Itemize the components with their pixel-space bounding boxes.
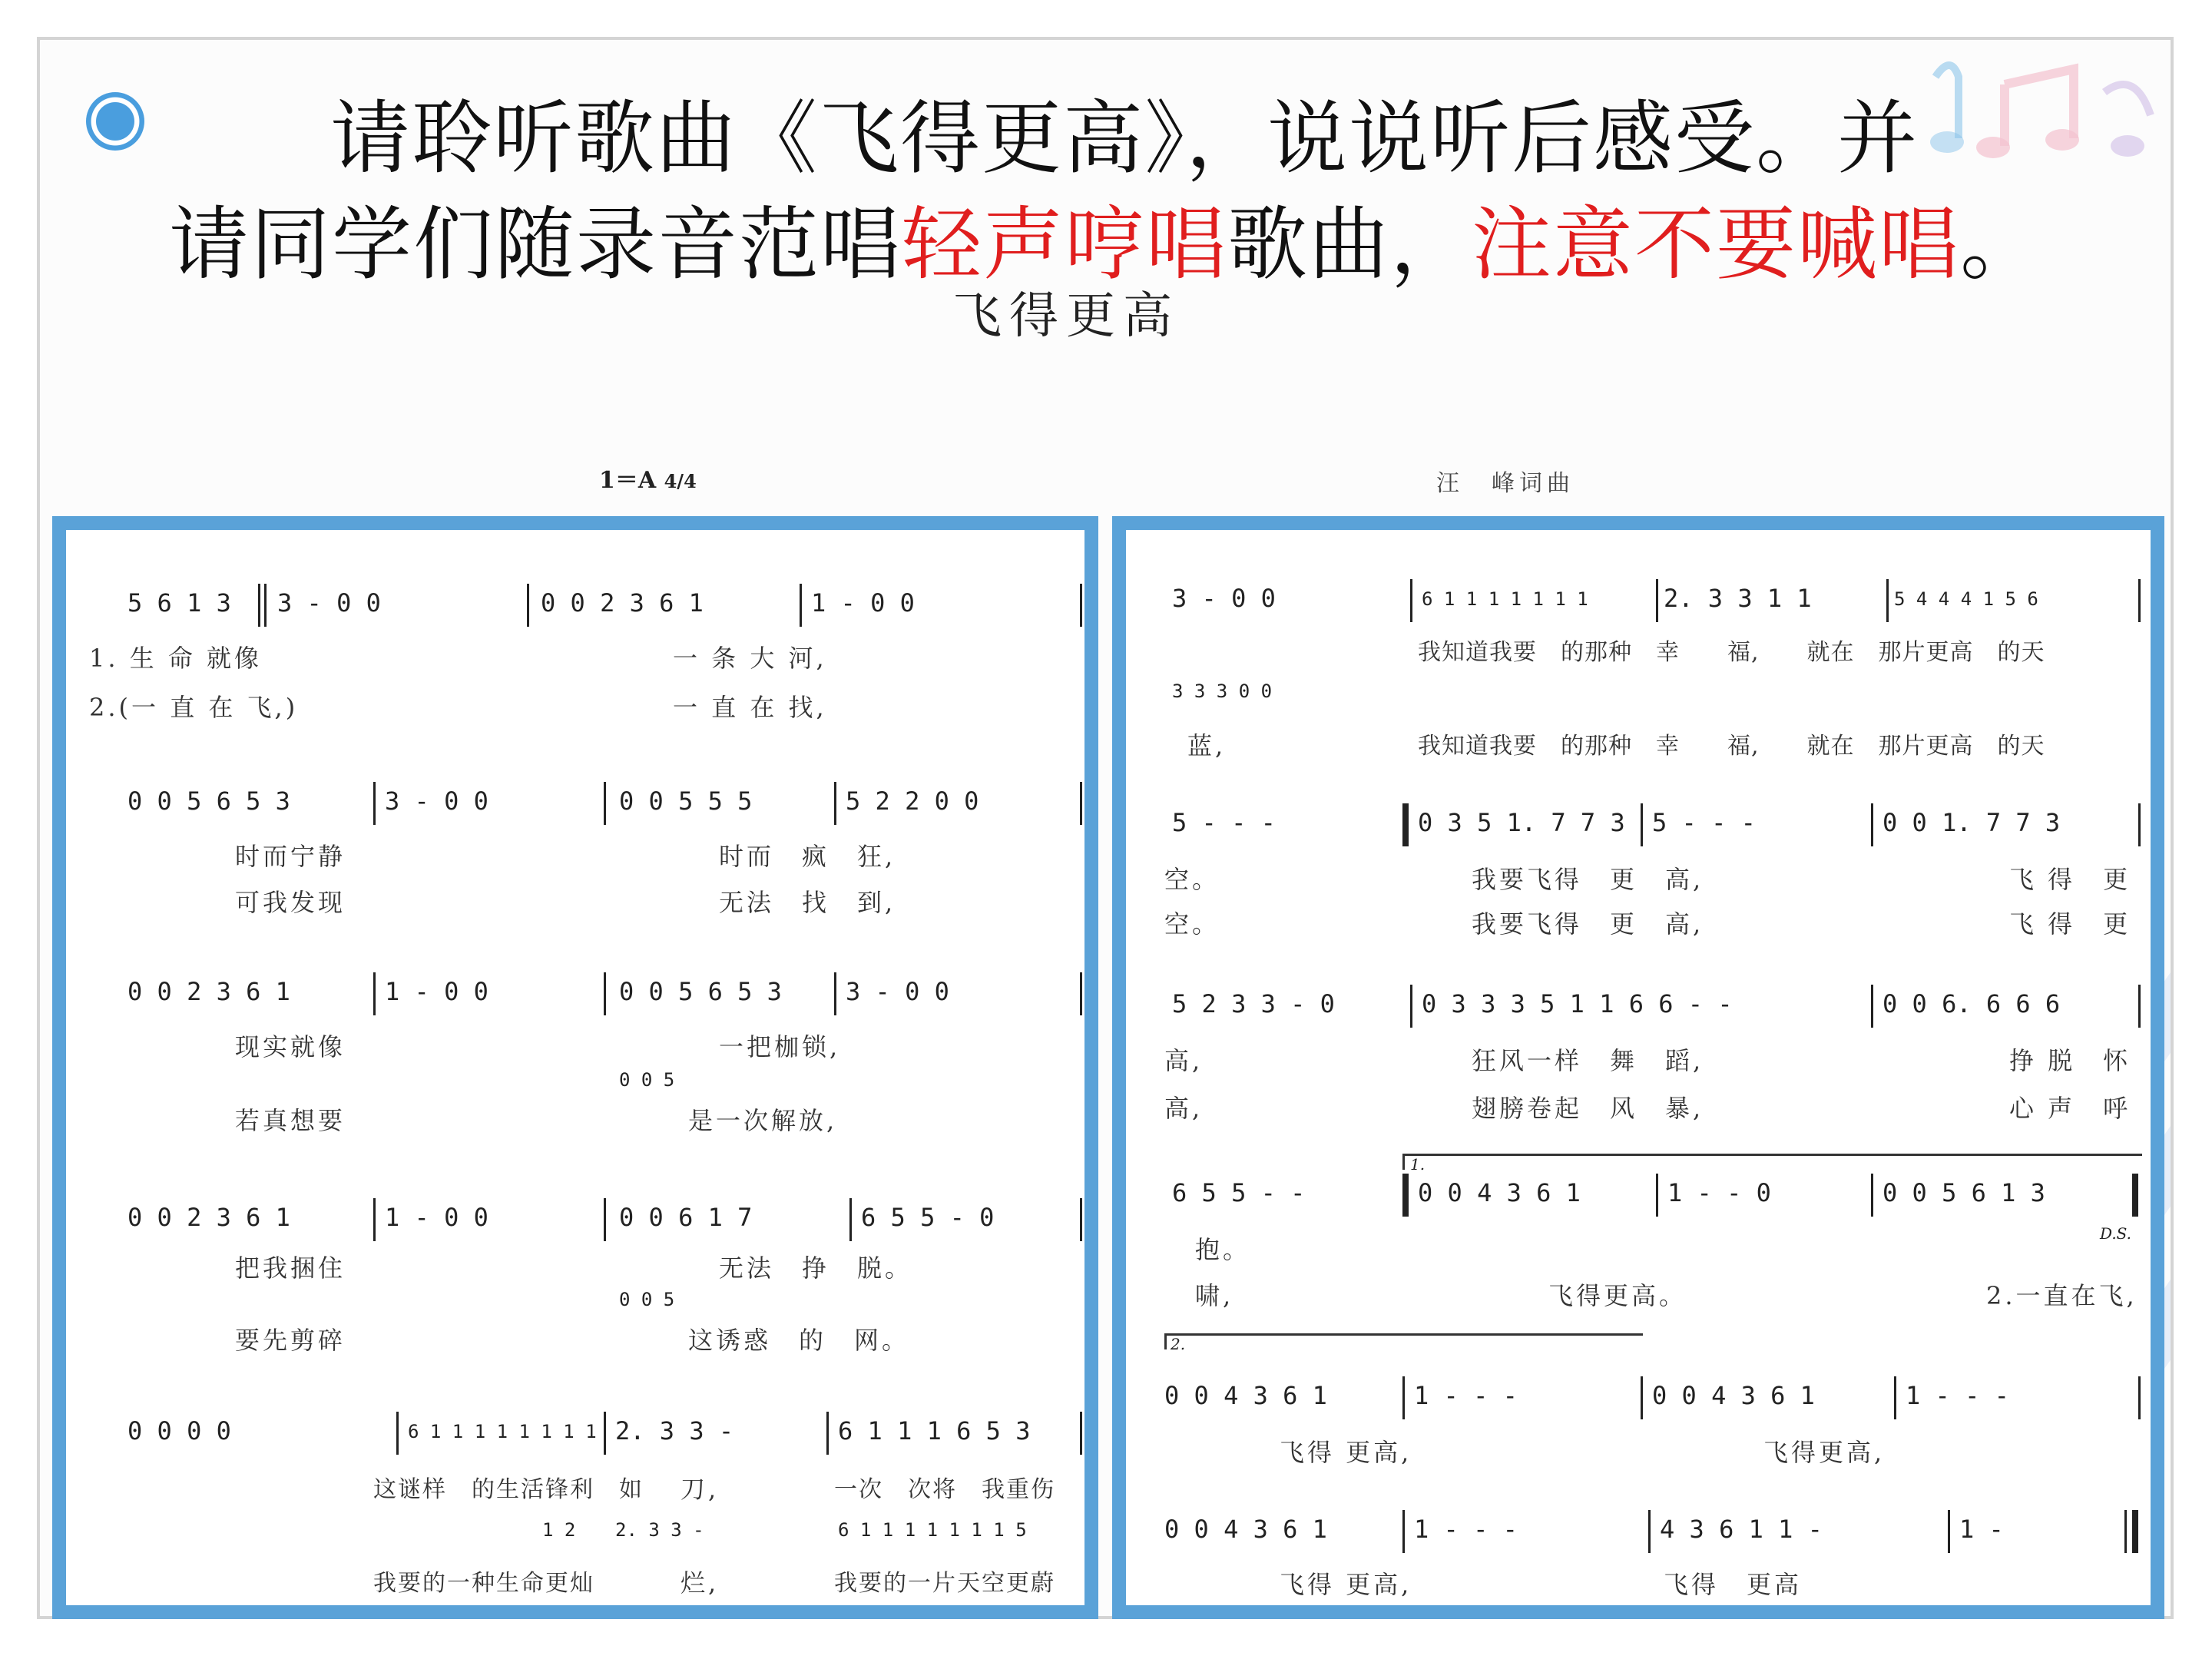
lyric: 现实就像: [235, 1032, 346, 1061]
notes: 3 - 0 0: [277, 588, 381, 618]
notes: 1 -: [1959, 1515, 2004, 1544]
notes: 0 0 6 1 7: [619, 1203, 753, 1232]
notes-alt: 3 3 3 0 0: [1172, 680, 1273, 702]
notes: 0 0 4 3 6 1: [1652, 1381, 1815, 1410]
notes: 2. 3 3 -: [615, 1416, 734, 1445]
lyric: 1. 生 命 就像: [89, 644, 263, 673]
barline: [373, 782, 376, 825]
music-notes-decoration: [1905, 46, 2166, 169]
lyric: 我要飞得 更 高,: [1472, 865, 1704, 894]
highlight-soft-humming: 轻声哼唱: [902, 197, 1228, 291]
barline: [1080, 1198, 1082, 1241]
notes: 3 - 0 0: [1172, 584, 1276, 613]
repeat-barline: [1402, 803, 1409, 846]
instruction-line-1: 请聆听歌曲《飞得更高》，说说听后感受。并: [330, 91, 1919, 185]
lyric: 我要的一片天空更蔚: [834, 1570, 1055, 1597]
lyric: 要先剪碎: [235, 1326, 346, 1355]
volta-bracket-2: [1164, 1333, 1643, 1349]
barline: [1871, 803, 1873, 846]
barline: [834, 972, 836, 1015]
score-panel-left: [52, 516, 1098, 1619]
barline: [1402, 1376, 1405, 1419]
notes: 0 0 0 0: [127, 1416, 231, 1445]
lyric: 抱。: [1195, 1235, 1251, 1264]
notes: 5 2 2 0 0: [846, 786, 979, 816]
notes: 5 2 3 3 - 0: [1172, 989, 1335, 1018]
barline: [1402, 1510, 1405, 1553]
lyric: 我知道我要 的那种 幸 福, 就在 那片更高 的天: [1418, 733, 2045, 760]
highlight-no-shouting: 注意不要喊唱: [1472, 197, 1961, 291]
lyric: 无法 挣 脱。: [719, 1253, 913, 1283]
notes: 0 0 5 5 5: [619, 786, 753, 816]
notes-alt: 0 0 5: [619, 1289, 675, 1310]
ds-marker: D.S.: [2100, 1224, 2132, 1243]
volta-label-1: 1.: [1410, 1155, 1426, 1174]
lyric: 这诱惑 的 网。: [688, 1326, 910, 1355]
barline: [2138, 579, 2141, 622]
notes: 6 1 1 1 6 5 3: [838, 1416, 1031, 1445]
barline: [1641, 803, 1643, 846]
notes: 6 5 5 - -: [1172, 1178, 1306, 1207]
lyric: 飞得更高。: [1548, 1281, 1687, 1310]
notes: 0 0 4 3 6 1: [1418, 1178, 1581, 1207]
lyric: 时而 疯 狂,: [719, 842, 896, 871]
barline: [258, 584, 260, 627]
repeat-barline: [1402, 1174, 1409, 1217]
volta-bracket-1: [1402, 1154, 2142, 1170]
notes: 0 0 1. 7 7 3: [1883, 808, 2061, 837]
notes: 1 - - -: [1906, 1381, 2009, 1410]
barline: [396, 1412, 399, 1455]
barline: [1410, 579, 1412, 622]
final-barline: [2132, 1510, 2138, 1553]
barline: [1948, 1510, 1950, 1553]
notes: 0 0 6. 6 6 6: [1883, 989, 2061, 1018]
final-barline: [2124, 1510, 2127, 1553]
notes: 5 4 4 4 1 5 6: [1894, 588, 2038, 610]
barline: [604, 1412, 606, 1455]
lyric: 我知道我要 的那种 幸 福, 就在 那片更高 的天: [1418, 639, 2045, 666]
barline: [834, 782, 836, 825]
lyric: 我要飞得 更 高,: [1472, 909, 1704, 939]
notes-alt: 6 1 1 1 1 1 1 1 5: [838, 1519, 1027, 1541]
barline: [1871, 985, 1873, 1028]
barline: [800, 584, 802, 627]
notes: 0 3 3 3 5 1 1 6 6 - -: [1422, 989, 1733, 1018]
notes: 0 0 2 3 6 1: [541, 588, 704, 618]
lyric: 一 直 在 找,: [673, 693, 827, 722]
lyric: 若真想要: [235, 1106, 346, 1135]
notes: 3 - 0 0: [846, 977, 949, 1006]
notes: 1 - - -: [1414, 1381, 1518, 1410]
lyric: 是一次解放,: [688, 1106, 838, 1135]
barline: [527, 584, 529, 627]
barline: [849, 1198, 852, 1241]
barline: [1641, 1376, 1643, 1419]
barline: [1080, 782, 1082, 825]
lyric: 烂,: [680, 1568, 720, 1598]
notes: 0 0 4 3 6 1: [1164, 1515, 1327, 1544]
notes: 1 - 0 0: [385, 1203, 488, 1232]
notes: 6 1 1 1 1 1 1 1 1: [408, 1421, 597, 1442]
lyric: 刀,: [680, 1475, 720, 1504]
notes: 5 - - -: [1172, 808, 1276, 837]
notes: 3 - 0 0: [385, 786, 488, 816]
lyric: 无法 找 到,: [719, 888, 896, 917]
lyric: 2.一直在飞,: [1986, 1281, 2137, 1310]
notes: 1 - 0 0: [385, 977, 488, 1006]
barline: [1080, 584, 1082, 627]
notes-alt: 0 0 5: [619, 1069, 675, 1091]
lyric: 一 条 大 河,: [673, 644, 827, 673]
barline: [604, 782, 606, 825]
barline: [373, 1198, 376, 1241]
song-title: 飞得更高: [952, 288, 1180, 345]
barline: [373, 972, 376, 1015]
lyric: 翅膀卷起 风 暴,: [1472, 1094, 1704, 1123]
notes-alt: 2. 3 3 -: [615, 1519, 704, 1541]
barline: [1871, 1174, 1873, 1217]
notes: 5 6 1 3: [127, 588, 231, 618]
barline: [1080, 1412, 1082, 1455]
barline: [2138, 803, 2141, 846]
lyric: 高,: [1164, 1046, 1204, 1075]
barline: [1656, 1174, 1658, 1217]
lyric: 一把枷锁,: [719, 1032, 841, 1061]
notes: 0 0 5 6 1 3: [1883, 1178, 2045, 1207]
notes: 0 0 5 6 5 3: [127, 786, 290, 816]
lyric: 啸,: [1195, 1281, 1234, 1310]
notes: 0 0 2 3 6 1: [127, 977, 290, 1006]
barline: [1410, 985, 1412, 1028]
barline: [604, 972, 606, 1015]
repeat-barline: [2132, 1174, 2138, 1217]
lyric: 飞得 更高,: [1280, 1570, 1412, 1599]
lyric: 空。: [1164, 865, 1220, 894]
notes: 1 - - 0: [1667, 1178, 1771, 1207]
instruction-line-2: 请同学们随录音范唱轻声哼唱歌曲，注意不要喊唱。: [169, 197, 2042, 291]
notes: 1 - - -: [1414, 1515, 1518, 1544]
lyric: 2.(一 直 在 飞,): [89, 693, 299, 722]
key-signature: 1＝A 4/4: [599, 467, 697, 494]
score-panel-right: [1112, 516, 2164, 1619]
lyric: 狂风一样 舞 蹈,: [1472, 1046, 1704, 1075]
lyric: 高,: [1164, 1094, 1204, 1123]
barline: [264, 584, 267, 627]
notes: 0 3 5 1. 7 7 3: [1418, 808, 1625, 837]
notes: 6 1 1 1 1 1 1 1: [1422, 588, 1588, 610]
lyric: 飞 得 更: [2009, 865, 2131, 894]
lyric: 空。: [1164, 909, 1220, 939]
lyric: 蓝,: [1187, 731, 1227, 760]
lyric: 时而宁静: [235, 842, 346, 871]
lyric: 飞得 更高,: [1280, 1438, 1412, 1467]
notes: 5 - - -: [1652, 808, 1756, 837]
lyric: 一次 次将 我重伤: [834, 1476, 1055, 1503]
lyric: 飞得 更高: [1664, 1570, 1803, 1599]
barline: [1656, 579, 1658, 622]
notes: 0 0 2 3 6 1: [127, 1203, 290, 1232]
lyric: 心 声 呼: [2009, 1094, 2131, 1123]
barline: [1080, 972, 1082, 1015]
notes: 0 0 4 3 6 1: [1164, 1381, 1327, 1410]
notes: 0 0 5 6 5 3: [619, 977, 782, 1006]
barline: [604, 1198, 606, 1241]
lyric: 可我发现: [235, 888, 346, 917]
notes: 6 5 5 - 0: [861, 1203, 995, 1232]
notes: 1 - 0 0: [811, 588, 915, 618]
barline: [2138, 1376, 2141, 1419]
lyric: 这谜样 的生活锋利 如: [373, 1476, 644, 1503]
barline: [2138, 985, 2141, 1028]
barline: [1886, 579, 1889, 622]
lyric: 飞得更高,: [1763, 1438, 1886, 1467]
lyric: 飞 得 更: [2009, 909, 2131, 939]
volta-label-2: 2.: [1171, 1335, 1186, 1353]
lyric: 挣 脱 怀: [2009, 1046, 2131, 1075]
composer-credit: 汪 峰词曲: [1436, 470, 1575, 497]
barline: [1894, 1376, 1896, 1419]
notes: 4 3 6 1 1 -: [1660, 1515, 1823, 1544]
barline: [1648, 1510, 1651, 1553]
lyric: 我要的一种生命更灿: [373, 1570, 594, 1597]
notes-alt: 1 2: [542, 1519, 576, 1541]
bullet-icon: [86, 92, 144, 151]
lyric: 把我捆住: [235, 1253, 346, 1283]
barline: [826, 1412, 829, 1455]
notes: 2. 3 3 1 1: [1664, 584, 1812, 613]
